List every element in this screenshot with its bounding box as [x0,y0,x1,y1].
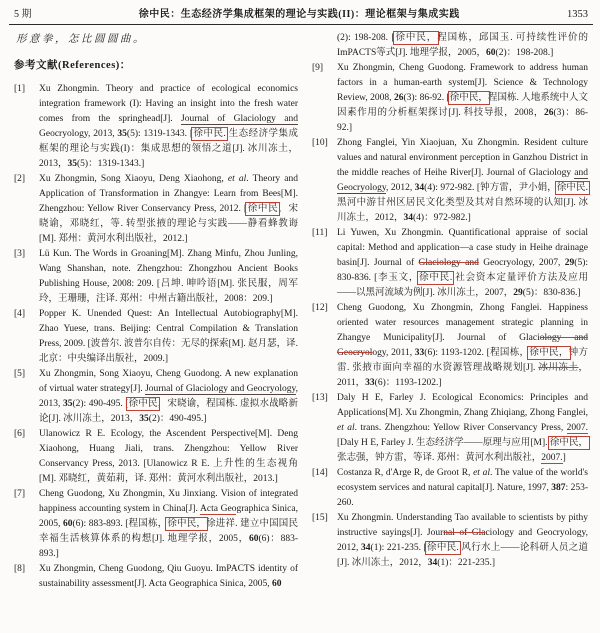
reference-text: 风行水上——论科研人员之道[J]. 冰川冻土，2012， [337,543,588,568]
reference-item [14,247,298,307]
reference-item [14,307,298,367]
reference-text: et al [227,174,247,184]
reference-text: 2007. [566,423,589,433]
reference-text: ciology and Geocryology, 2012, [337,528,588,553]
reference-item [14,562,298,592]
reference-text: Xu Zhongmin. Theory and practice of ecological economics integration framework (I): Having an insight into the fresh water comes from the springhead[J]. [39,84,298,124]
reference-text: (6): 1193-1202. [程国栋， [424,348,530,358]
reference-item [312,511,588,571]
reference-text: 29 [513,288,523,298]
reference-text: 程国栋. 人地系统中人文因素作用的分析框架探讨[J]. 科技导报，2008， [337,93,588,118]
reference-text: . Theory and Application of Transformation in Zhangye: Learn from Bees[M]. Zhengzhou: Yellow River Conservancy Press, 2012. [ [39,174,298,214]
reference-text: 26 [393,93,404,103]
reference-text: Lü Kun. The Words in Groaning[M]. Zhang Minfu, Zhou Junling, Wang Shanshan, note. Zhengzhou: Zhongzhou Ancient Books Publishing House, 2008: 209. [吕坤. 呻吟语[M]. 张民服，周军玲，王珊珊，注译. 郑州：中州古籍出版社，2008：209.] [39,249,298,304]
reference-text: 黑河中游甘州区居民文化类型及其对自然环境的认知[J]. 冰川冻土，2012， [337,198,588,223]
reference-text: ，2011， [337,363,588,388]
reference-label: [6] [14,429,26,439]
reference-text: [Daly H E, Farley J. 生态经济学——原理与应用[M]. [337,438,550,448]
reference-item [14,487,298,562]
reference-text: Xu Zhongmin. Understanding Tao available to scientists by pithy instructive sayings[J]. Jour [337,513,588,538]
reference-text: 35 [67,159,78,169]
reference-text: Ulanowicz R E. Ecology, the Ascendent Perspective[M]. Deng Xiaohong, Huang Jiali, trans. Zhengzhou: Yellow River Conservancy Press, 2013. [Ulanowicz R E. 上升性的生态视角[M]. 邓晓红，黄茹莉，译. 郑州：黄河水利出版社，2013.] [39,429,298,484]
reference-text: 33 [414,348,425,358]
reference-item [14,82,298,172]
reference-text: Xu Zhongmin, Song Xiaoyu, Deng Xiaohong, [39,174,228,184]
reference-text: (5): 830-836. [李玉文， [337,258,588,283]
reference-text: 60 [486,48,496,58]
reference-text: Journal of Glaciology and Geocryology [145,384,296,394]
references-list-left [14,82,298,592]
reference-text: 35 [117,129,127,139]
reference-text: (2)：490-495.] [148,414,207,424]
reference-text: 35 [139,414,149,424]
reference-text: 冰川冻土 [538,363,579,373]
reference-item [312,466,588,511]
reference-text: 60 [62,519,73,529]
reference-label: [11] [312,228,328,238]
reference-label: [13] [312,393,328,403]
reference-text: : 253-260. [337,483,588,508]
reference-text: 33 [365,378,375,388]
reference-text: (3): 86-92. [ [403,93,450,103]
reference-text: . trans. Zhengzhou: Yellow River Conservancy Press, [354,423,567,433]
highlight-box-annotation: 徐中民， [549,438,588,448]
reference-text: 张志强，钟方雷，等译. 郑州：黄河水利出版社， [337,453,542,463]
reference-item [312,301,588,391]
reference-text: 26 [544,108,554,118]
reference-text: 钟方雷. 张掖市面向幸福的水资源管理战略规划[J]. [337,348,588,373]
reference-text: Xu Zhongmin, Cheng Guodong. Framework to address human factors in a human-earth system[J]. Science & Technology Review, 2008, [337,63,588,103]
reference-text: (6)：883-893.] [39,534,298,559]
reference-text: 34 [414,183,425,193]
reference-text: 60 [271,579,282,589]
reference-text: 34 [427,558,438,568]
reference-text: Li Yuwen, Xu Zhongmin. Quantificational appraise of social capital: Method and application—a case study in Heihe drainage basin[J]. Journal of [337,228,588,268]
highlight-box-annotation: 徐中民. [419,273,453,283]
reference-text: (1): 221-235. [ [370,543,427,553]
header-page-number: 1353 [567,9,588,20]
highlight-box-annotation: 徐中民. [193,129,226,139]
references-heading: 参考文献(References)： [14,60,131,71]
reference-text: 2007. [541,453,563,463]
reference-text: 387 [551,483,566,493]
reference-text: (2)：198-208.] [495,48,554,58]
references-list-right [312,31,588,571]
reference-text: (2): 490-495. [ [72,399,129,409]
reference-text: Zhong Fanglei, Yin Xiaojuan, Xu Zhongmin. Resident culture values and natural environment perception in Ganzhou District in the middle reaches of Heihe River[J]. Journal of Glaciology [337,138,588,178]
reference-text: ogy, 2011, [372,348,415,358]
right-column [312,31,588,571]
reference-text: (2): 198-208. [ [337,33,395,43]
reference-text: Costanza R, d'Arge R, de Groot R, [337,468,474,478]
reference-text: et al [337,423,355,433]
reference-text: 60 [248,534,259,544]
highlight-box-annotation: 徐中民. [426,543,459,553]
reference-text: Cheng Guodong, Xu Zhongmin, Xu Jinxiang. Vision of integrated happiness accounting system in China[J]. [39,489,298,514]
highlight-box-annotation: 徐中民. [556,183,588,193]
reference-text: (6): 883-893. [程国栋， [72,519,168,529]
epigraph-verse: 形意拳，怎比圆圆曲。 [16,34,146,45]
highlight-box-annotation: 徐中民， [529,348,569,358]
reference-label: [14] [312,468,328,478]
reference-label: [7] [14,489,26,499]
reference-text: (4)：972-982.] [413,213,471,223]
reference-text: , 2012, [385,183,415,193]
reference-label: [1] [14,84,26,94]
reference-text: , 2013, [39,384,298,409]
reference-item [312,391,588,466]
reference-label: [2] [14,174,26,184]
reference-text: ] [562,453,566,463]
reference-item [312,61,588,136]
reference-text: (5)：1319-1343.] [77,159,145,169]
reference-text: 29 [564,258,575,268]
page-header [14,5,588,20]
reference-text: (5): 1319-1343. [ [126,129,194,139]
reference-text: Acta Geo [200,504,237,514]
reference-text: (4): 972-982. [钟方雷，尹小娟， [424,183,557,193]
left-column [14,31,298,592]
reference-text: Xu Zhongmin, Cheng Guodong, Qiu Guoyu. ImPACTS identity of sustainability assessment[J]. Acta Geographica Sinica, 2005, [39,564,298,589]
reference-item [312,136,588,226]
reference-text: ，宋晓谕，邓晓红，等. 转型张掖的理论与实践——静看蜂教诲[M]. 郑州：黄河水利出版社，2012.] [39,204,298,244]
reference-item [312,226,588,301]
reference-continuation [312,31,588,61]
reference-text: (1)：221-235.] [437,558,496,568]
highlight-box-annotation: 徐中民 [247,204,279,214]
reference-label: [3] [14,249,26,259]
reference-text: 程国栋，邱国玉. 可持续性评价的ImPACTS等式[J]. 地理学报，2005， [337,33,588,58]
reference-item [14,367,298,427]
reference-item [14,172,298,247]
reference-label: [15] [312,513,328,523]
reference-text: . The value of the world's ecosystem services and natural capital[J]. Nature, 1997, [337,468,588,493]
reference-text: (6)：1193-1202.] [374,378,442,388]
reference-text: (3)：86-92.] [337,108,588,133]
highlight-box-annotation: 徐中民， [449,93,488,103]
reference-text: 社会资本定量评价方法及应用——以黑河流域为例[J]. 冰川冻土，2007， [337,273,588,298]
reference-text: ，宋晓谕，程国栋. 虚拟水战略新论[J]. 冰川冻土，2013， [39,399,298,424]
reference-label: [9] [312,63,324,73]
reference-text: Cheng Guodong, Xu Zhongmin, Zhong Fanglei. Happiness oriented water resources management strategic planning in Zhangye Municipality[J]. Journal of Glaci [337,303,588,343]
reference-label: [12] [312,303,328,313]
reference-label: [10] [312,138,328,148]
reference-text: ology and Geocryol [337,333,588,358]
header-issue: 5 期 [14,9,32,20]
highlight-box-annotation: 徐中民， [167,519,207,529]
reference-text: 生态经济学集成框架的理论与实践(I)：集成思想的领悟之道[J]. 冰川冻土，2013， [39,129,298,169]
reference-text: Daly H E, Farley J. Ecological Economics: Principles and Applications[M]. Xu Zhongmin, Zhang Zhiqiang, Zhong Fanglei, [337,393,588,418]
reference-text: 徐进祥. 建立中国国民幸福生活核算体系的构想[J]. 地理学报，2005， [39,519,298,544]
reference-item [14,427,298,487]
highlight-box-annotation: 徐中民， [394,33,438,43]
reference-text: nal of Gla [443,528,486,538]
reference-text: 35 [62,399,73,409]
reference-label: [5] [14,369,26,379]
reference-text: Popper K. Unended Quest: An Intellectual Autobiography[M]. Zhao Yuese, trans. Beijing: Central Compilation & Translation Press, 2009. [波普尔. 波普尔自传：无尽的探索[M]. 赵月瑟，译. 北京：中央编译出版社，2009.] [39,309,298,364]
header-divider [9,24,593,25]
reference-text: Geocryology, 2013, [39,129,118,139]
reference-text: Geocryology, 2007, [478,258,565,268]
reference-text: Journal of Glaciology and [181,114,298,124]
reference-text: Glaciology and [418,258,479,268]
header-running-title: 徐中民：生态经济学集成框架的理论与实践(II)：理论框架与集成实践 [138,9,460,20]
reference-text: (5)：830-836.] [522,288,581,298]
reference-text: and Geocryology [337,168,588,193]
reference-label: [8] [14,564,26,574]
reference-text: 34 [403,213,414,223]
reference-text: graphica Sinica, 2005, [39,504,298,529]
reference-label: [4] [14,309,26,319]
reference-text: Xu Zhongmin, Song Xiaoyu, Cheng Guodong. A new explanation of virtual water strategy[J]. [39,369,298,394]
highlight-box-annotation: 徐中民 [128,399,158,409]
reference-text: 34 [361,543,371,553]
reference-text: et al [473,468,490,478]
